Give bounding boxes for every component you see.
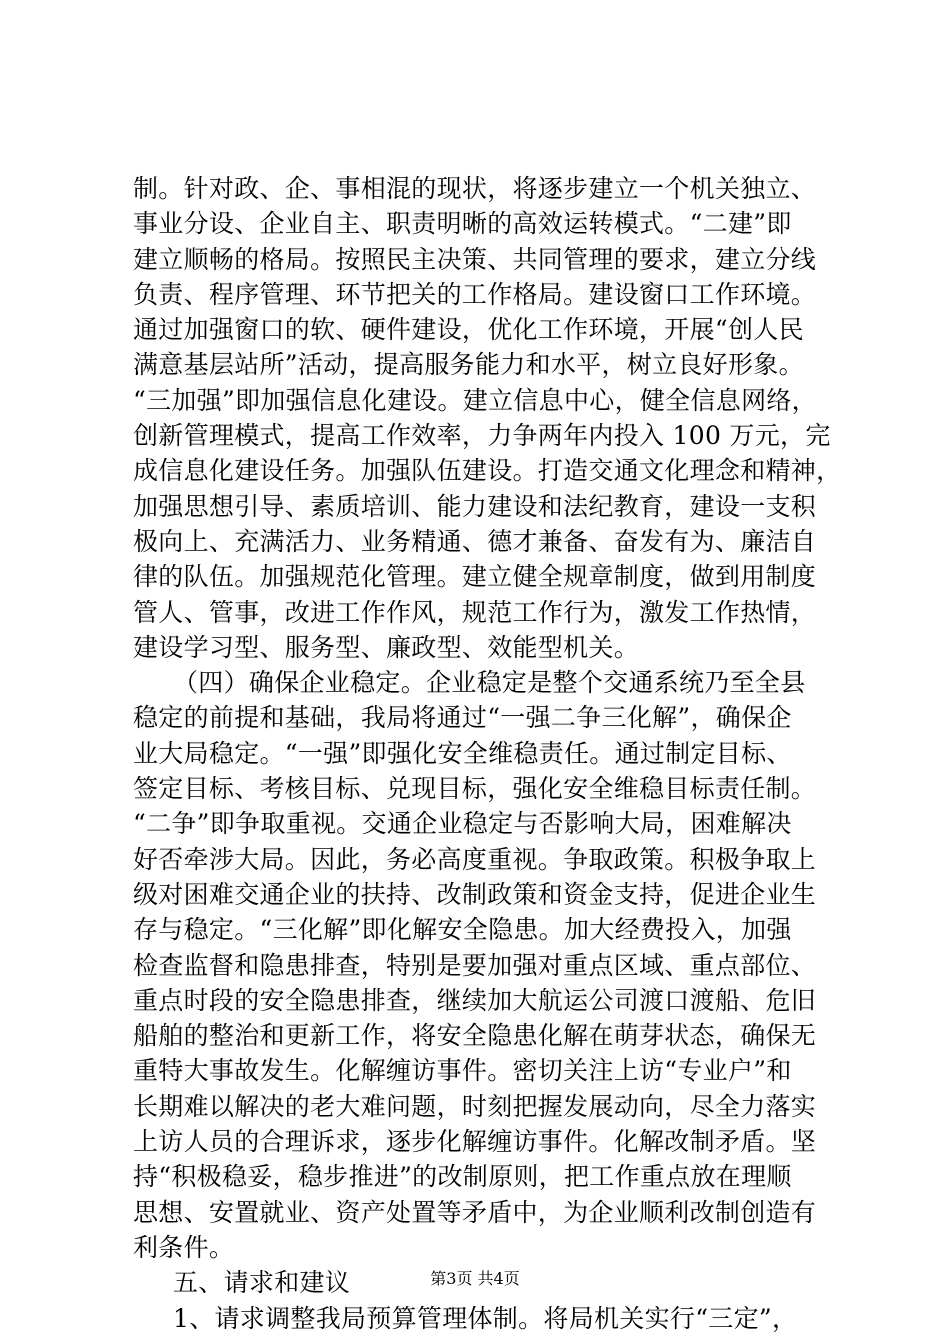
text-line: 上访人员的合理诉求，逐步化解缠访事件。化解改制矛盾。坚: [133, 1127, 817, 1157]
text-line: 重特大事故发生。化解缠访事件。密切关注上访“专业户”和: [133, 1056, 792, 1086]
text-line: 成信息化建设任务。加强队伍建设。打造交通文化理念和精神，: [133, 456, 842, 486]
text-line: “二争”即争取重视。交通企业稳定与否影响大局，困难解决: [133, 809, 792, 839]
text-line: 建设学习型、服务型、廉政型、效能型机关。: [133, 632, 640, 662]
text-line: 长期难以解决的老大难问题，时刻把握发展动向，尽全力落实: [133, 1091, 817, 1121]
text-line: 事业分设、企业自主、职责明晰的高效运转模式。“二建”即: [133, 209, 792, 239]
text-line: 利条件。: [133, 1232, 235, 1262]
text-line: 极向上、充满活力、业务精通、德才兼备、奋发有为、廉洁自: [133, 526, 817, 556]
text-line: 通过加强窗口的软、硬件建设，优化工作环境，开展“创人民: [133, 315, 804, 345]
paragraph-start-line: （四）确保企业稳定。企业稳定是整个交通系统乃至全县: [173, 668, 806, 698]
text-line: 重点时段的安全隐患排查，继续加大航运公司渡口渡船、危旧: [133, 985, 817, 1015]
text-line: 级对困难交通企业的扶持、改制政策和资金支持，促进企业生: [133, 879, 817, 909]
text-line: 业大局稳定。“一强”即强化安全维稳责任。通过制定目标、: [133, 738, 792, 768]
text-line: 持“积极稳妥，稳步推进”的改制原则，把工作重点放在理顺: [133, 1162, 792, 1192]
text-line: 稳定的前提和基础，我局将通过“一强二争三化解”，确保企: [133, 703, 792, 733]
text-line: 建立顺畅的格局。按照民主决策、共同管理的要求，建立分线: [133, 244, 817, 274]
text-line: 检查监督和隐患排查，特别是要加强对重点区域、重点部位、: [133, 950, 817, 980]
section-heading: 五、请求和建议: [173, 1268, 351, 1298]
text-line: 思想、安置就业、资产处置等矛盾中，为企业顺利改制创造有: [133, 1197, 817, 1227]
text-line: 创新管理模式，提高工作效率，力争两年内投入 100 万元，完: [133, 421, 831, 451]
text-line: 好否牵涉大局。因此，务必高度重视。争取政策。积极争取上: [133, 844, 817, 874]
text-line: 签定目标、考核目标、兑现目标，强化安全维稳目标责任制。: [133, 774, 817, 804]
text-line: 存与稳定。“三化解”即化解安全隐患。加大经费投入，加强: [133, 915, 792, 945]
text-line: 负责、程序管理、环节把关的工作格局。建设窗口工作环境。: [133, 279, 817, 309]
text-line: 加强思想引导、素质培训、能力建设和法纪教育，建设一支积: [133, 491, 817, 521]
paragraph-start-line: 1、请求调整我局预算管理体制。将局机关实行“三定”，: [173, 1303, 798, 1333]
text-line: 管人、管事，改进工作作风，规范工作行为，激发工作热情，: [133, 597, 817, 627]
text-line: 船舶的整治和更新工作，将安全隐患化解在萌芽状态，确保无: [133, 1021, 817, 1051]
text-line: 满意基层站所”活动，提高服务能力和水平，树立良好形象。: [133, 350, 804, 380]
text-line: 律的队伍。加强规范化管理。建立健全规章制度，做到用制度: [133, 562, 817, 592]
text-line: “三加强”即加强信息化建设。建立信息中心，健全信息网络，: [133, 385, 817, 415]
document-body: [133, 171, 842, 1336]
page-footer: 第3页 共4页: [430, 1269, 520, 1288]
text-line: 制。针对政、企、事相混的现状，将逐步建立一个机关独立、: [133, 174, 817, 203]
